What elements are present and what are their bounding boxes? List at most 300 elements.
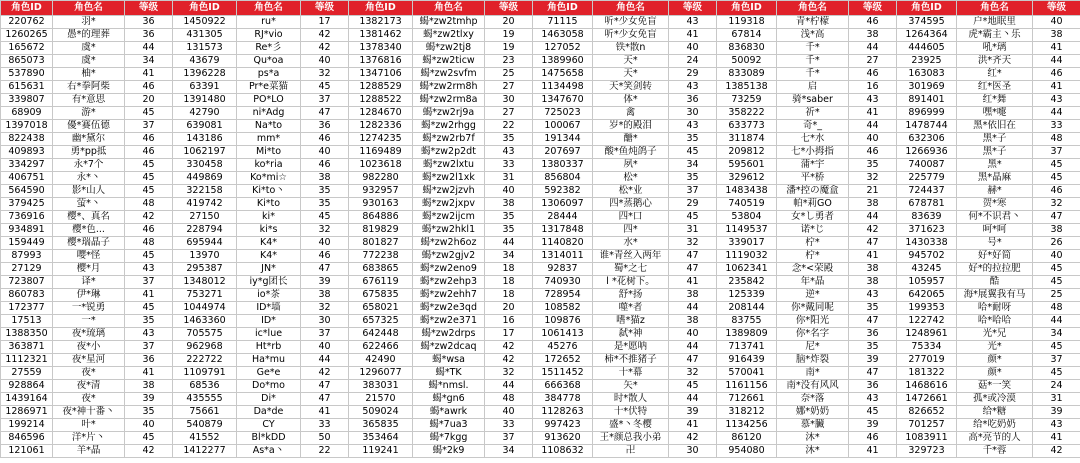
- level-cell: 48: [1033, 302, 1080, 315]
- table-row: [1, 302, 1080, 315]
- role-id-cell: 199214: [1, 419, 53, 432]
- role-name-cell: 天*: [593, 55, 669, 68]
- role-id-cell: 1463360: [173, 315, 237, 328]
- role-id-cell: 615631: [1, 81, 53, 94]
- level-cell: 40: [485, 406, 533, 419]
- role-name-cell: 号*: [957, 237, 1033, 250]
- role-id-cell: 1083911: [897, 432, 957, 445]
- role-id-cell: 864886: [349, 211, 413, 224]
- role-name-cell: 蝎*zw2gjv2: [413, 250, 485, 263]
- table-row: [1, 445, 1080, 458]
- level-cell: 43: [669, 81, 717, 94]
- role-name-cell: 水*: [593, 237, 669, 250]
- level-cell: 32: [669, 367, 717, 380]
- table-row: [1, 133, 1080, 146]
- role-id-cell: 353464: [349, 432, 413, 445]
- level-cell: 32: [301, 68, 349, 81]
- column-header: 等级: [125, 1, 173, 16]
- role-name-cell: 天*笑剑转: [593, 81, 669, 94]
- role-id-cell: 1134498: [533, 81, 593, 94]
- level-cell: 38: [849, 276, 897, 289]
- role-name-cell: 好*的拉拉肥: [957, 263, 1033, 276]
- role-name-cell: 黑*晶麻: [957, 172, 1033, 185]
- level-cell: 42: [301, 29, 349, 42]
- role-name-cell: 蝎*zw2drps: [413, 328, 485, 341]
- role-id-cell: 934891: [1, 224, 53, 237]
- role-name-cell: 娜*奶奶: [777, 406, 849, 419]
- role-id-cell: 1284670: [349, 107, 413, 120]
- role-name-cell: 柿*不推猪子: [593, 354, 669, 367]
- table-row: [1, 432, 1080, 445]
- level-cell: 40: [301, 237, 349, 250]
- role-id-cell: 75334: [897, 341, 957, 354]
- role-id-cell: 1288522: [349, 94, 413, 107]
- level-cell: 43: [849, 289, 897, 302]
- level-cell: 35: [485, 133, 533, 146]
- column-header: 等级: [485, 1, 533, 16]
- role-name-cell: 叶*: [53, 419, 125, 432]
- role-id-cell: 45276: [533, 341, 593, 354]
- role-id-cell: 622466: [349, 341, 413, 354]
- level-cell: 42: [301, 42, 349, 55]
- level-cell: 43: [669, 120, 717, 133]
- level-cell: 19: [485, 42, 533, 55]
- table-row: [1, 55, 1080, 68]
- role-id-cell: 1044974: [173, 302, 237, 315]
- role-name-cell: 菇*一笑: [957, 380, 1033, 393]
- role-id-cell: 228794: [173, 224, 237, 237]
- role-name-cell: 蝎*zw2tj8: [413, 42, 485, 55]
- role-name-cell: 夜*小: [53, 341, 125, 354]
- role-id-cell: 846596: [1, 432, 53, 445]
- role-id-cell: 728954: [533, 289, 593, 302]
- role-id-cell: 896999: [897, 107, 957, 120]
- role-name-cell: 蝎*zw2svfm: [413, 68, 485, 81]
- level-cell: 40: [125, 419, 173, 432]
- level-cell: 50: [301, 432, 349, 445]
- table-row: [1, 211, 1080, 224]
- role-id-cell: 1468616: [897, 380, 957, 393]
- role-id-cell: 1023618: [349, 159, 413, 172]
- role-id-cell: 1385138: [717, 81, 777, 94]
- role-id-cell: 295387: [173, 263, 237, 276]
- role-name-cell: 夜*神十番丶: [53, 406, 125, 419]
- role-id-cell: 301969: [897, 81, 957, 94]
- level-cell: 41: [301, 406, 349, 419]
- role-id-cell: 379425: [1, 198, 53, 211]
- role-name-cell: 萤*丶: [53, 198, 125, 211]
- level-cell: 44: [301, 354, 349, 367]
- level-cell: 19: [485, 29, 533, 42]
- role-id-cell: 419742: [173, 198, 237, 211]
- level-cell: 22: [485, 120, 533, 133]
- role-id-cell: 1378340: [349, 42, 413, 55]
- role-name-cell: 孤*或冷漠: [957, 393, 1033, 406]
- role-id-cell: 329612: [717, 172, 777, 185]
- role-name-cell: 红*: [957, 68, 1033, 81]
- role-id-cell: 371623: [897, 224, 957, 237]
- role-name-cell: 时*散人: [593, 393, 669, 406]
- role-name-cell: 浅*高: [777, 29, 849, 42]
- level-cell: 39: [301, 276, 349, 289]
- role-id-cell: 1475658: [533, 68, 593, 81]
- role-name-cell: 蝎*zw2dcaq: [413, 341, 485, 354]
- column-header: 角色名: [777, 1, 849, 16]
- level-cell: 47: [1033, 211, 1080, 224]
- table-row: [1, 107, 1080, 120]
- role-id-cell: 86120: [717, 432, 777, 445]
- role-id-cell: 822438: [1, 133, 53, 146]
- level-cell: 30: [669, 445, 717, 458]
- level-cell: 25: [1033, 289, 1080, 302]
- table-row: [1, 250, 1080, 263]
- level-cell: 41: [125, 68, 173, 81]
- column-header: 角色ID: [173, 1, 237, 16]
- role-name-cell: 黑*: [957, 159, 1033, 172]
- role-name-cell: 嘿*嚏: [957, 107, 1033, 120]
- role-name-cell: 千*: [777, 55, 849, 68]
- role-name-cell: 蝎*zw2hkl1: [413, 224, 485, 237]
- level-cell: 32: [301, 224, 349, 237]
- role-id-cell: 431305: [173, 29, 237, 42]
- role-name-cell: Ha*mu: [237, 354, 301, 367]
- level-cell: 42: [301, 367, 349, 380]
- level-cell: 39: [125, 393, 173, 406]
- role-name-cell: 右*拳阿柴: [53, 81, 125, 94]
- role-name-cell: Ge*e: [237, 367, 301, 380]
- role-name-cell: 南*: [777, 367, 849, 380]
- role-id-cell: 100067: [533, 120, 593, 133]
- role-name-cell: 尼*: [777, 341, 849, 354]
- role-id-cell: 712661: [717, 393, 777, 406]
- role-name-cell: 你*阳光: [777, 315, 849, 328]
- role-name-cell: PO*LO: [237, 94, 301, 107]
- table-row: [1, 42, 1080, 55]
- role-id-cell: 191344: [533, 133, 593, 146]
- role-id-cell: 595601: [717, 159, 777, 172]
- role-id-cell: 1260265: [1, 29, 53, 42]
- level-cell: 30: [485, 94, 533, 107]
- role-name-cell: 七*水: [777, 133, 849, 146]
- role-id-cell: 1348012: [173, 276, 237, 289]
- table-row: [1, 120, 1080, 133]
- role-id-cell: 1463058: [533, 29, 593, 42]
- role-name-cell: Re*彡: [237, 42, 301, 55]
- role-id-cell: 1397018: [1, 120, 53, 133]
- level-cell: 41: [1033, 81, 1080, 94]
- level-cell: 40: [1033, 250, 1080, 263]
- role-id-cell: 1119032: [717, 250, 777, 263]
- role-name-cell: 蝎*zw2ehh7: [413, 289, 485, 302]
- level-cell: 20: [485, 16, 533, 29]
- level-cell: 42: [485, 341, 533, 354]
- table-row: [1, 198, 1080, 211]
- level-cell: 43: [1033, 419, 1080, 432]
- role-id-cell: 540879: [173, 419, 237, 432]
- role-id-cell: 1478744: [897, 120, 957, 133]
- role-id-cell: 675835: [349, 289, 413, 302]
- role-id-cell: 208144: [717, 302, 777, 315]
- level-cell: 41: [125, 367, 173, 380]
- role-id-cell: 68909: [1, 107, 53, 120]
- level-cell: 43: [125, 328, 173, 341]
- role-id-cell: 997423: [533, 419, 593, 432]
- level-cell: 21: [849, 185, 897, 198]
- role-name-cell: 平*桥: [777, 172, 849, 185]
- level-cell: 37: [1033, 146, 1080, 159]
- level-cell: 25: [485, 68, 533, 81]
- role-name-cell: Na*to: [237, 120, 301, 133]
- level-cell: 45: [125, 250, 173, 263]
- level-cell: 47: [669, 250, 717, 263]
- role-name-cell: 蝎*zw2lxtu: [413, 159, 485, 172]
- role-name-cell: 呵*呵: [957, 224, 1033, 237]
- level-cell: 35: [669, 172, 717, 185]
- role-name-cell: ki*s: [237, 224, 301, 237]
- role-id-cell: 1266936: [897, 146, 957, 159]
- level-cell: 37: [125, 120, 173, 133]
- role-id-cell: 1450922: [173, 16, 237, 29]
- role-name-cell: Qu*oa: [237, 55, 301, 68]
- level-cell: 42: [669, 432, 717, 445]
- role-id-cell: 1282336: [349, 120, 413, 133]
- level-cell: 42: [1033, 445, 1080, 458]
- column-header: 角色ID: [897, 1, 957, 16]
- role-id-cell: 42490: [349, 354, 413, 367]
- role-name-cell: 启: [777, 81, 849, 94]
- role-name-cell: 听*少女免盲: [593, 16, 669, 29]
- level-cell: 44: [849, 211, 897, 224]
- level-cell: 17: [301, 16, 349, 29]
- role-name-cell: 松*业: [593, 185, 669, 198]
- role-id-cell: 683865: [349, 263, 413, 276]
- role-id-cell: 435555: [173, 393, 237, 406]
- role-name-cell: 蝎*awrk: [413, 406, 485, 419]
- role-id-cell: 1483438: [717, 185, 777, 198]
- role-id-cell: 826652: [897, 406, 957, 419]
- level-cell: 45: [669, 146, 717, 159]
- level-cell: 38: [849, 198, 897, 211]
- role-id-cell: 666368: [533, 380, 593, 393]
- level-cell: 38: [669, 315, 717, 328]
- role-id-cell: 73259: [717, 94, 777, 107]
- column-header: 角色名: [957, 1, 1033, 16]
- role-id-cell: 339017: [717, 237, 777, 250]
- role-name-cell: 给*吃奶奶: [957, 419, 1033, 432]
- role-id-cell: 159449: [1, 237, 53, 250]
- role-name-cell: 蝎*zw2h6oz: [413, 237, 485, 250]
- role-id-cell: 1388350: [1, 328, 53, 341]
- role-id-cell: 1288529: [349, 81, 413, 94]
- level-cell: 34: [1033, 328, 1080, 341]
- role-id-cell: 406751: [1, 172, 53, 185]
- role-name-cell: 蝎*7kgg: [413, 432, 485, 445]
- role-name-cell: 沐*: [777, 445, 849, 458]
- level-cell: 31: [669, 224, 717, 237]
- role-name-cell: 蝎*zw2rm8a: [413, 94, 485, 107]
- role-name-cell: 黑*依旧在: [957, 120, 1033, 133]
- column-header: 角色名: [53, 1, 125, 16]
- role-name-cell: 光*: [957, 341, 1033, 354]
- level-cell: 27: [849, 55, 897, 68]
- role-name-cell: 夜*: [53, 393, 125, 406]
- role-name-cell: Di*: [237, 393, 301, 406]
- role-id-cell: 68536: [173, 380, 237, 393]
- level-cell: 42: [849, 224, 897, 237]
- level-cell: 34: [669, 159, 717, 172]
- role-id-cell: 642448: [349, 328, 413, 341]
- role-id-cell: 1248961: [897, 328, 957, 341]
- role-name-cell: 蝎*7ua3: [413, 419, 485, 432]
- role-name-cell: 樱*瑞晶子: [53, 237, 125, 250]
- role-name-cell: 你*名字: [777, 328, 849, 341]
- role-id-cell: 1264364: [897, 29, 957, 42]
- level-cell: 44: [669, 393, 717, 406]
- level-cell: 32: [485, 367, 533, 380]
- column-header: 角色名: [413, 1, 485, 16]
- role-name-cell: 千*: [777, 42, 849, 55]
- role-id-cell: 83755: [717, 315, 777, 328]
- level-cell: 44: [1033, 107, 1080, 120]
- role-id-cell: 127052: [533, 42, 593, 55]
- role-id-cell: 1161156: [717, 380, 777, 393]
- level-cell: 44: [849, 120, 897, 133]
- level-cell: 44: [485, 380, 533, 393]
- role-id-cell: 819829: [349, 224, 413, 237]
- role-id-cell: 1347106: [349, 68, 413, 81]
- role-id-cell: 724437: [897, 185, 957, 198]
- level-cell: 38: [669, 289, 717, 302]
- role-id-cell: 75661: [173, 406, 237, 419]
- role-id-cell: 916439: [717, 354, 777, 367]
- level-cell: 43: [849, 94, 897, 107]
- role-id-cell: 1396228: [173, 68, 237, 81]
- level-cell: 22: [301, 445, 349, 458]
- level-cell: 40: [301, 55, 349, 68]
- role-name-cell: 柠*: [777, 250, 849, 263]
- role-id-cell: 1381462: [349, 29, 413, 42]
- role-id-cell: 713741: [717, 341, 777, 354]
- role-id-cell: 1347670: [533, 94, 593, 107]
- role-name-cell: 醣*: [593, 133, 669, 146]
- level-cell: 45: [125, 107, 173, 120]
- role-name-cell: 蝎*wsa: [413, 354, 485, 367]
- role-id-cell: 87993: [1, 250, 53, 263]
- column-header: 角色名: [237, 1, 301, 16]
- level-cell: 37: [485, 432, 533, 445]
- role-id-cell: 954080: [717, 445, 777, 458]
- role-name-cell: 蝎*zw2l1xk: [413, 172, 485, 185]
- role-id-cell: 21570: [349, 393, 413, 406]
- role-id-cell: 570041: [717, 367, 777, 380]
- role-name-cell: 伊*琳: [53, 289, 125, 302]
- role-name-cell: 慕*臟: [777, 419, 849, 432]
- level-cell: 45: [301, 81, 349, 94]
- role-id-cell: 225779: [897, 172, 957, 185]
- role-name-cell: 夜*: [53, 367, 125, 380]
- level-cell: 41: [849, 445, 897, 458]
- role-id-cell: 676119: [349, 276, 413, 289]
- level-cell: 41: [1033, 42, 1080, 55]
- role-name-cell: 蝎*zw2tmhp: [413, 16, 485, 29]
- role-name-cell: 虎*霸主丶乐: [957, 29, 1033, 42]
- level-cell: 27: [485, 81, 533, 94]
- level-cell: 45: [1033, 159, 1080, 172]
- role-id-cell: 913620: [533, 432, 593, 445]
- level-cell: 42: [125, 445, 173, 458]
- role-name-cell: 卍: [593, 445, 669, 458]
- role-id-cell: 108582: [533, 302, 593, 315]
- table-row: [1, 380, 1080, 393]
- role-name-cell: 樱*月: [53, 263, 125, 276]
- role-name-cell: 沐*: [777, 432, 849, 445]
- level-cell: 41: [669, 419, 717, 432]
- role-name-cell: 嗜*猫z: [593, 315, 669, 328]
- level-cell: 44: [1033, 315, 1080, 328]
- role-name-cell: ru*: [237, 16, 301, 29]
- role-name-cell: 红*医圣: [957, 81, 1033, 94]
- role-id-cell: 17513: [1, 315, 53, 328]
- role-id-cell: 1382173: [349, 16, 413, 29]
- level-cell: 36: [301, 120, 349, 133]
- role-name-cell: 南*没有风风: [777, 380, 849, 393]
- role-id-cell: 220762: [1, 16, 53, 29]
- level-cell: 38: [849, 29, 897, 42]
- role-name-cell: 逆*: [777, 289, 849, 302]
- level-cell: 40: [849, 133, 897, 146]
- role-id-cell: 1389960: [533, 55, 593, 68]
- role-name-cell: 蝎*zw2e371: [413, 315, 485, 328]
- level-cell: 45: [125, 172, 173, 185]
- role-name-cell: 蝎*zw2rj9a: [413, 107, 485, 120]
- role-id-cell: 1380337: [533, 159, 593, 172]
- role-id-cell: 363871: [1, 341, 53, 354]
- level-cell: 35: [125, 315, 173, 328]
- role-id-cell: 105957: [897, 276, 957, 289]
- role-name-cell: 蝎*zw2rhgg: [413, 120, 485, 133]
- role-name-cell: 酷: [957, 276, 1033, 289]
- role-name-cell: 虞*: [53, 55, 125, 68]
- level-cell: 35: [849, 341, 897, 354]
- table-row: [1, 237, 1080, 250]
- level-cell: 41: [849, 250, 897, 263]
- role-name-cell: RJ*vio: [237, 29, 301, 42]
- level-cell: 35: [301, 185, 349, 198]
- role-name-cell: io*茶: [237, 289, 301, 302]
- role-id-cell: 740930: [533, 276, 593, 289]
- level-cell: 46: [1033, 68, 1080, 81]
- level-cell: 47: [849, 315, 897, 328]
- role-id-cell: 1511452: [533, 367, 593, 380]
- role-id-cell: 723807: [1, 276, 53, 289]
- level-cell: 47: [301, 263, 349, 276]
- role-name-cell: 青*柠檬: [777, 16, 849, 29]
- role-name-cell: 禽: [593, 107, 669, 120]
- role-id-cell: 165672: [1, 42, 53, 55]
- role-name-cell: 四*口: [593, 211, 669, 224]
- role-name-cell: 铁*散n: [593, 42, 669, 55]
- role-id-cell: 772238: [349, 250, 413, 263]
- role-id-cell: 592382: [533, 185, 593, 198]
- level-cell: 43: [849, 393, 897, 406]
- role-name-cell: 愚*的理葬: [53, 29, 125, 42]
- role-name-cell: 哈*哈哈: [957, 315, 1033, 328]
- level-cell: 45: [125, 159, 173, 172]
- level-cell: 46: [125, 81, 173, 94]
- level-cell: 46: [849, 16, 897, 29]
- role-name-cell: CY: [237, 419, 301, 432]
- level-cell: 35: [485, 224, 533, 237]
